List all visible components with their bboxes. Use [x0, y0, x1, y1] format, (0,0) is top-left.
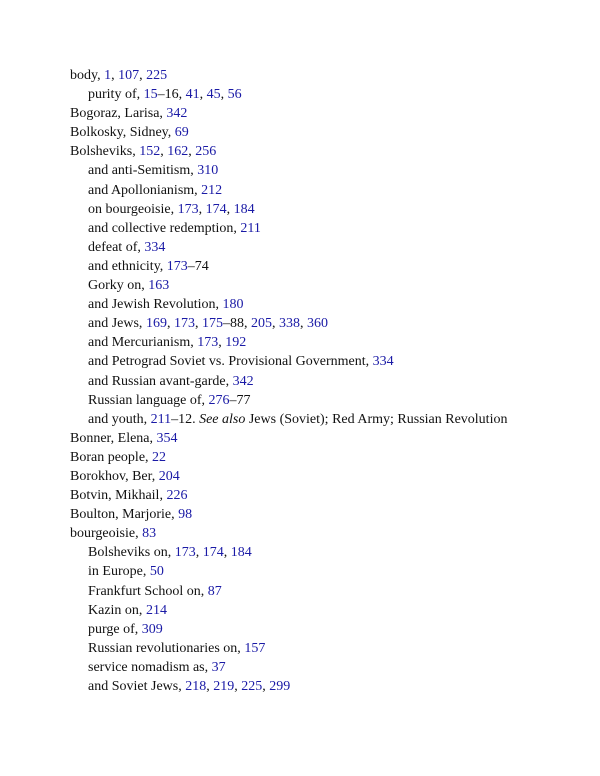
entry-text: body,: [70, 68, 105, 83]
page-number-link[interactable]: 180: [222, 297, 244, 313]
page-number-link[interactable]: 173: [174, 545, 196, 561]
page-number-link[interactable]: 45: [206, 87, 221, 103]
entry-text: Bolsheviks,: [70, 144, 140, 160]
index-subentry: [70, 391, 590, 410]
index-entry: [70, 524, 590, 543]
page-number-link[interactable]: 87: [207, 583, 222, 599]
entry-text: –74: [187, 258, 209, 274]
page-number-link[interactable]: 98: [178, 507, 193, 523]
index-subentry: [70, 352, 590, 371]
page-number-link[interactable]: 152: [139, 144, 161, 160]
entry-text: Kazin on,: [88, 602, 146, 618]
index-subentry: [70, 639, 590, 658]
page-number-link[interactable]: 218: [185, 679, 207, 694]
index-entry: [70, 505, 590, 524]
entry-text: purge of,: [88, 621, 142, 637]
entry-text: Jews (Soviet); Red Army; Russian Revolution: [245, 411, 508, 427]
index-subentry: [70, 410, 590, 429]
entry-text: and anti-Semitism,: [88, 163, 198, 179]
entry-text: ,: [199, 87, 207, 103]
index-subentry: [70, 238, 590, 257]
index-listing: [70, 66, 590, 696]
page-number-link[interactable]: 192: [225, 335, 247, 351]
entry-text: –88,: [222, 316, 251, 332]
entry-text: –16,: [157, 87, 186, 103]
index-subentry: [70, 601, 590, 620]
entry-text: ,: [195, 545, 203, 561]
page-number-link[interactable]: 174: [202, 545, 224, 561]
entry-text: and collective redemption,: [88, 220, 241, 236]
entry-text: ,: [271, 316, 279, 332]
index-subentry: [70, 582, 590, 601]
entry-text: Frankfurt School on,: [88, 583, 208, 599]
entry-text: ,: [262, 679, 270, 694]
entry-text: ,: [220, 87, 228, 103]
entry-text: in Europe,: [88, 564, 150, 580]
entry-text: ,: [206, 679, 214, 694]
entry-text: Bonner, Elena,: [70, 430, 157, 446]
entry-text: ,: [223, 545, 231, 561]
page-number-link[interactable]: 50: [149, 564, 164, 580]
page-number-link[interactable]: 56: [227, 87, 242, 103]
entry-text: Gorky on,: [88, 278, 149, 294]
entry-text: Boulton, Marjorie,: [70, 507, 179, 523]
page-number-link[interactable]: 1: [104, 68, 112, 83]
page-number-link[interactable]: 211: [150, 411, 172, 427]
page-number-link[interactable]: 22: [152, 449, 167, 465]
index-entry: [70, 467, 590, 486]
index-subentry: [70, 658, 590, 677]
index-subentry: [70, 161, 590, 180]
page-number-link[interactable]: 226: [166, 488, 188, 504]
entry-text: Borokhov, Ber,: [70, 468, 159, 484]
index-subentry: [70, 276, 590, 295]
entry-text: ,: [139, 68, 147, 83]
page-number-link[interactable]: 173: [166, 258, 188, 274]
page-number-link[interactable]: 157: [244, 640, 266, 656]
page-number-link[interactable]: 173: [177, 201, 199, 217]
entry-text: Boran people,: [70, 449, 153, 465]
index-subentry: [70, 314, 590, 333]
page-number-link[interactable]: 184: [233, 201, 255, 217]
page-number-link[interactable]: 169: [145, 316, 167, 332]
index-subentry: [70, 219, 590, 238]
entry-text: –77: [229, 392, 251, 408]
entry-text: bourgeoisie,: [70, 526, 143, 542]
page-number-link[interactable]: 205: [250, 316, 272, 332]
entry-text: ,: [218, 335, 226, 351]
index-entry: [70, 486, 590, 505]
entry-text: ,: [111, 68, 119, 83]
entry-text: ,: [188, 144, 196, 160]
entry-text: and ethnicity,: [88, 258, 167, 274]
page-number-link[interactable]: 256: [195, 144, 217, 160]
index-subentry: [70, 295, 590, 314]
entry-text: ,: [160, 144, 168, 160]
page-number-link[interactable]: 338: [278, 316, 300, 332]
page-number-link[interactable]: 107: [118, 68, 140, 83]
index-subentry: [70, 333, 590, 352]
entry-text: Russian language of,: [88, 392, 209, 408]
page-number-link[interactable]: 225: [146, 68, 168, 83]
entry-text: Bogoraz, Larisa,: [70, 106, 167, 122]
entry-text: ,: [226, 201, 234, 217]
page-number-link[interactable]: 334: [144, 239, 166, 255]
page-number-link[interactable]: 219: [213, 679, 235, 694]
entry-text: and youth,: [88, 411, 151, 427]
index-entry: [70, 104, 590, 123]
page-number-link[interactable]: 173: [197, 335, 219, 351]
index-subentry: [70, 257, 590, 276]
entry-text: and Apollonianism,: [88, 182, 202, 198]
index-subentry: [70, 620, 590, 639]
page-number-link[interactable]: 212: [201, 182, 223, 198]
page-number-link[interactable]: 211: [240, 220, 261, 236]
page-number-link[interactable]: 360: [306, 316, 328, 332]
index-subentry: [70, 181, 590, 200]
entry-text: and Soviet Jews,: [88, 679, 186, 694]
page-number-link[interactable]: 354: [156, 430, 178, 446]
page-number-link[interactable]: 175: [201, 316, 223, 332]
index-entry: [70, 448, 590, 467]
page-number-link[interactable]: 184: [230, 545, 252, 561]
page-number-link[interactable]: 310: [197, 163, 219, 179]
page-number-link[interactable]: 225: [241, 679, 263, 694]
entry-text: and Jews,: [88, 316, 146, 332]
page-number-link[interactable]: 162: [167, 144, 189, 160]
entry-text: defeat of,: [88, 239, 145, 255]
page-number-link[interactable]: 342: [232, 373, 254, 389]
page-number-link[interactable]: 163: [148, 278, 170, 294]
index-subentry: [70, 85, 590, 104]
index-subentry: [70, 543, 590, 562]
page-number-link[interactable]: 276: [208, 392, 230, 408]
index-entry: [70, 429, 590, 448]
page-number-link[interactable]: 334: [372, 354, 394, 370]
page-number-link[interactable]: 15: [143, 87, 158, 103]
entry-text: ,: [299, 316, 307, 332]
index-entry: [70, 66, 590, 85]
entry-text: ,: [198, 201, 206, 217]
page-number-link[interactable]: 37: [211, 659, 226, 675]
entry-text: and Mercurianism,: [88, 335, 198, 351]
page-number-link[interactable]: 173: [173, 316, 195, 332]
entry-text: Russian revolutionaries on,: [88, 640, 245, 656]
index-entry: [70, 142, 590, 161]
entry-text: service nomadism as,: [88, 659, 212, 675]
entry-text: ,: [234, 679, 242, 694]
index-subentry: [70, 200, 590, 219]
entry-text: Bolkosky, Sidney,: [70, 125, 175, 141]
entry-text: purity of,: [88, 87, 144, 103]
page-number-link[interactable]: 174: [205, 201, 227, 217]
page-number-link[interactable]: 83: [142, 526, 157, 542]
page-number-link[interactable]: 204: [158, 468, 180, 484]
index-subentry: [70, 677, 590, 696]
page-number-link[interactable]: 299: [269, 679, 291, 694]
page-number-link[interactable]: 214: [145, 602, 167, 618]
entry-text: Botvin, Mikhail,: [70, 488, 167, 504]
page-number-link[interactable]: 309: [141, 621, 163, 637]
see-also-label: See also: [199, 411, 246, 427]
index-subentry: [70, 562, 590, 581]
entry-text: ,: [166, 316, 174, 332]
entry-text: and Jewish Revolution,: [88, 297, 223, 313]
index-entry: [70, 123, 590, 142]
entry-text: and Russian avant-garde,: [88, 373, 233, 389]
entry-text: Bolsheviks on,: [88, 545, 175, 561]
entry-text: and Petrograd Soviet vs. Provisional Government,: [88, 354, 373, 370]
page-number-link[interactable]: 342: [166, 106, 188, 122]
entry-text: ,: [194, 316, 202, 332]
page-number-link[interactable]: 69: [174, 125, 189, 141]
entry-text: on bourgeoisie,: [88, 201, 178, 217]
page-number-link[interactable]: 41: [185, 87, 200, 103]
entry-text: –12.: [171, 411, 200, 427]
index-subentry: [70, 372, 590, 391]
